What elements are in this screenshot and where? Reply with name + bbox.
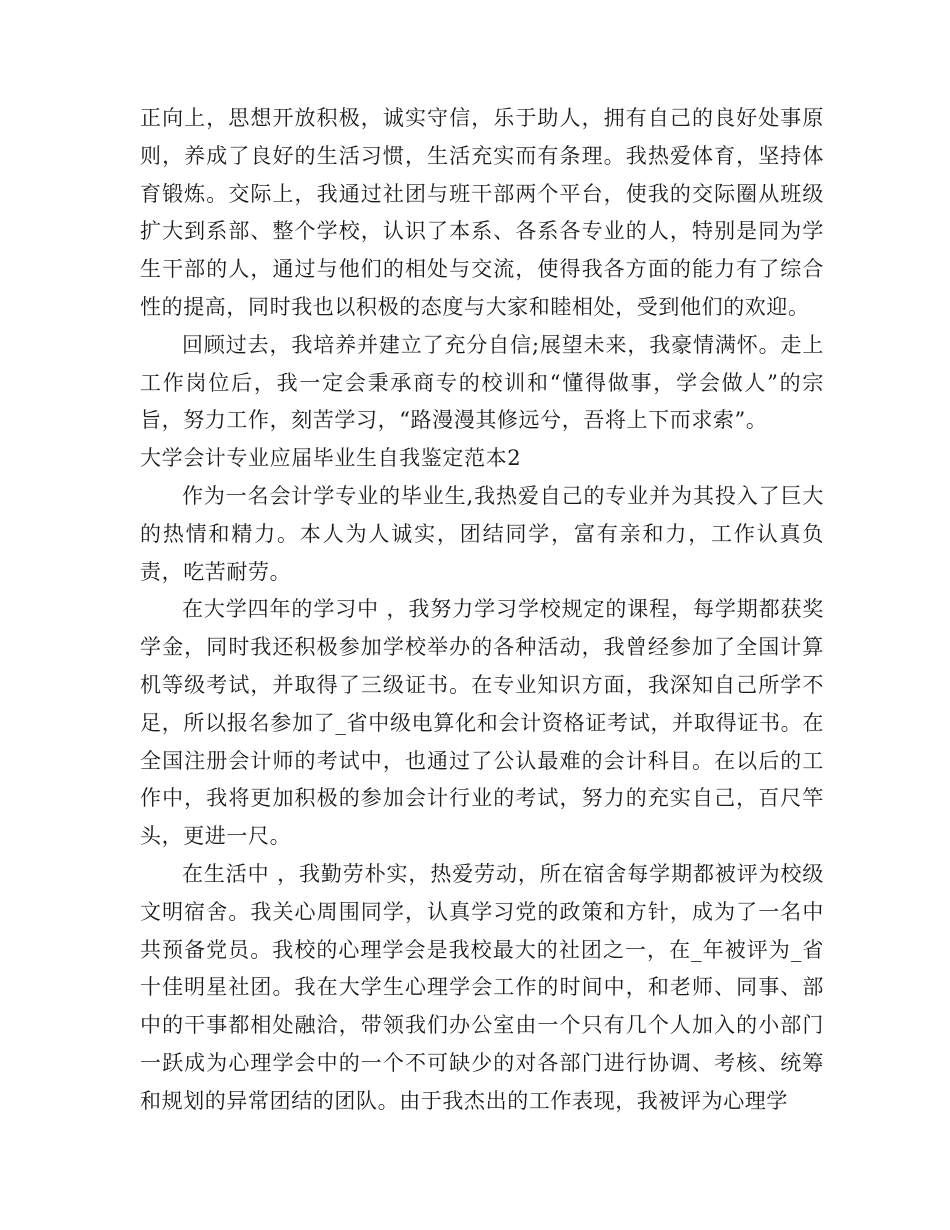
section-heading: 大学会计专业应届毕业生自我鉴定范本2	[140, 446, 522, 471]
paragraph-life: 在生活中 ，我勤劳朴实，热爱劳动，所在宿舍每学期都被评为校级文明宿舍。我关心周围同学，认真学习党的政策和方针，成为了一名中共预备党员。我校的心理学会是我校最大的社团之一，在_年被评为_省十佳明星社团。我在大学生心理学会工作的时间中，和老师、同事、部中的干事都相处融洽，带领我们办公室由一个只有几个人加入的小部门一跃成为心理学会中的一个不可缺少的对各部门进行协调、考核、统筹和规划的异常团结的团队。由于我杰出的工作表现，我被评为心理学	[140, 861, 824, 1113]
paragraph-looking-forward: 回顾过去，我培养并建立了充分自信;展望未来，我豪情满怀。走上工作岗位后，我一定会秉承商专的校训和“懂得做事，学会做人”的宗旨，努力工作，刻苦学习，“路漫漫其修远兮，吾将上下而求索”。	[140, 332, 824, 433]
document-body	[140, 100, 824, 1121]
paragraph-personal-qualities: 正向上，思想开放积极，诚实守信，乐于助人，拥有自己的良好处事原则，养成了良好的生活习惯，生活充实而有条理。我热爱体育，坚持体育锻炼。交际上，我通过社团与班干部两个平台，使我的交际圈从班级扩大到系部、整个学校，认识了本系、各系各专业的人，特别是同为学生干部的人，通过与他们的相处与交流，使得我各方面的能力有了综合性的提高，同时我也以积极的态度与大家和睦相处，受到他们的欢迎。	[140, 106, 824, 319]
paragraph-introduction: 作为一名会计学专业的毕业生,我热爱自己的专业并为其投入了巨大的热情和精力。本人为人诚实，团结同学，富有亲和力，工作认真负责，吃苦耐劳。	[140, 483, 824, 584]
paragraph-study: 在大学四年的学习中 ，我努力学习学校规定的课程，每学期都获奖学金，同时我还积极参加学校举办的各种活动，我曾经参加了全国计算机等级考试，并取得了三级证书。在专业知识方面，我深知自己所学不足，所以报名参加了_省中级电算化和会计资格证考试，并取得证书。在全国注册会计师的考试中，也通过了公认最难的会计科目。在以后的工作中，我将更加积极的参加会计行业的考试，努力的充实自己，百尺竿头，更进一尺。	[140, 597, 824, 849]
